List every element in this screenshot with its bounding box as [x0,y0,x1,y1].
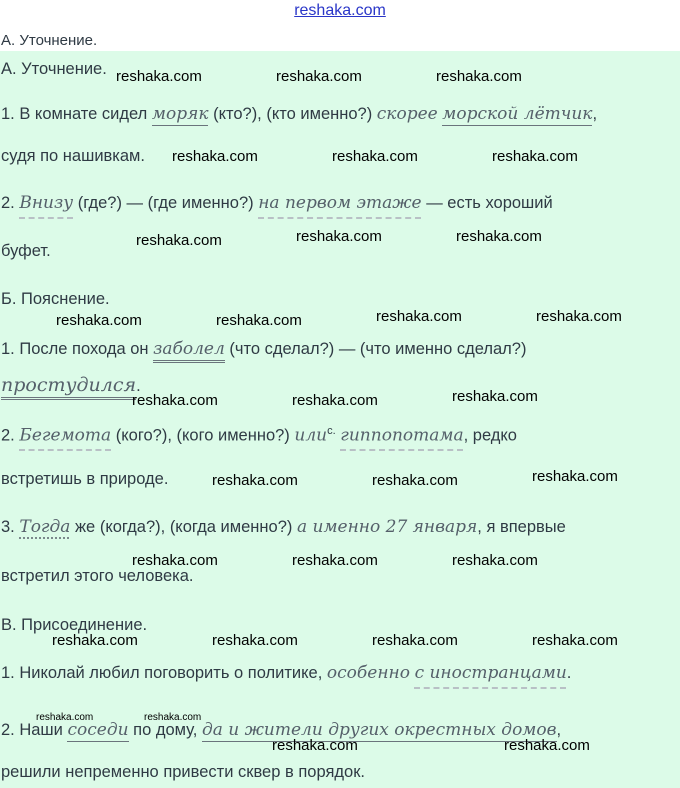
section-a-heading: А. Уточнение. [1,32,98,49]
example-b3-cont: встретил этого человека. [1,567,194,585]
section-a-title: А. Уточнение. [1,60,107,78]
watermark: reshaka.com [52,632,138,649]
adverbial-phrase: на первом этаже [258,193,422,213]
watermark: reshaka.com [492,148,578,165]
watermark: reshaka.com [536,308,622,325]
predicate-clarification: простудился [1,374,136,400]
section-b-title: Б. Пояснение. [1,290,110,308]
example-a2: 2. Внизу (где?) — (где именно?) на первом этаже — есть хороший [1,193,553,213]
watermark: reshaka.com [532,468,618,485]
watermark: reshaka.com [56,312,142,329]
subject-addition: да и жители других окрестных домов [201,720,557,740]
example-a1-cont: судя по нашивкам. [1,147,145,165]
watermark: reshaka.com [452,388,538,405]
watermark: reshaka.com [136,232,222,249]
clarifying-phrase: морской лётчик [442,104,593,124]
time-word: Тогда [19,517,71,537]
example-b2: 2. Бегемота (кого?), (кого именно?) или$^{с.}$ гиппопотама, редко [1,425,517,446]
example-c1: 1. Николай любил поговорить о политике, особенно с иностранцами. [1,663,572,683]
watermark: reshaka.com [292,552,378,569]
watermark: reshaka.com [332,148,418,165]
watermark: reshaka.com [372,472,458,489]
watermark: reshaka.com [132,552,218,569]
section-c-title: В. Присоединение. [1,616,148,634]
conjunction-mark: с. [327,425,336,437]
watermark: reshaka.com [436,68,522,85]
example-b1: 1. После похода он заболел (что сделал?) — (что именно сделал?) [1,339,526,359]
text: 1. В комнате сидел [1,105,152,123]
watermark: reshaka.com [144,712,202,723]
watermark: reshaka.com [132,392,218,409]
example-c2-cont: решили непременно привести сквер в порядок. [1,763,365,781]
example-b1-cont: простудился. [1,374,141,396]
watermark: reshaka.com [504,737,590,754]
watermark: reshaka.com [372,632,458,649]
example-b3: 3. Тогда же (когда?), (когда именно?) а именно 27 января, я впервые [1,517,566,537]
watermark: reshaka.com [212,632,298,649]
time-clarification: а именно 27 января [296,517,478,537]
watermark: reshaka.com [376,308,462,325]
example-b2-cont: встретишь в природе. [1,470,169,488]
subject-word: соседи [67,720,129,740]
example-a2-cont: буфет. [1,242,51,260]
watermark: reshaka.com [172,148,258,165]
object-clarification: гиппопотама [340,425,464,446]
subject-word: моряк [151,104,209,124]
watermark: reshaka.com [212,472,298,489]
watermark: reshaka.com [116,68,202,85]
connecting-phrase: с иностранцами [414,663,567,683]
watermark: reshaka.com [276,68,362,85]
watermark: reshaka.com [272,737,358,754]
object-word: Бегемота [19,425,112,446]
watermark: reshaka.com [216,312,302,329]
watermark: reshaka.com [36,712,94,723]
adverbial-word: Внизу [19,193,74,213]
predicate-word: заболел [153,339,225,363]
site-link[interactable]: reshaka.com [294,2,386,19]
watermark: reshaka.com [532,632,618,649]
watermark: reshaka.com [456,228,542,245]
clarifying-word: скорее [376,104,438,124]
watermark: reshaka.com [292,392,378,409]
conjunction: или [294,425,328,446]
example-a1: 1. В комнате сидел моряк (кто?), (кто именно?) скорее морской лётчик, [1,104,598,124]
example-c2: 2. Наши соседи по дому, да и жители других окрестных домов, [1,720,562,740]
watermark: reshaka.com [296,228,382,245]
text: (кто?), (кто именно?) [208,105,377,123]
connecting-word: особенно [326,663,410,683]
watermark: reshaka.com [452,552,538,569]
